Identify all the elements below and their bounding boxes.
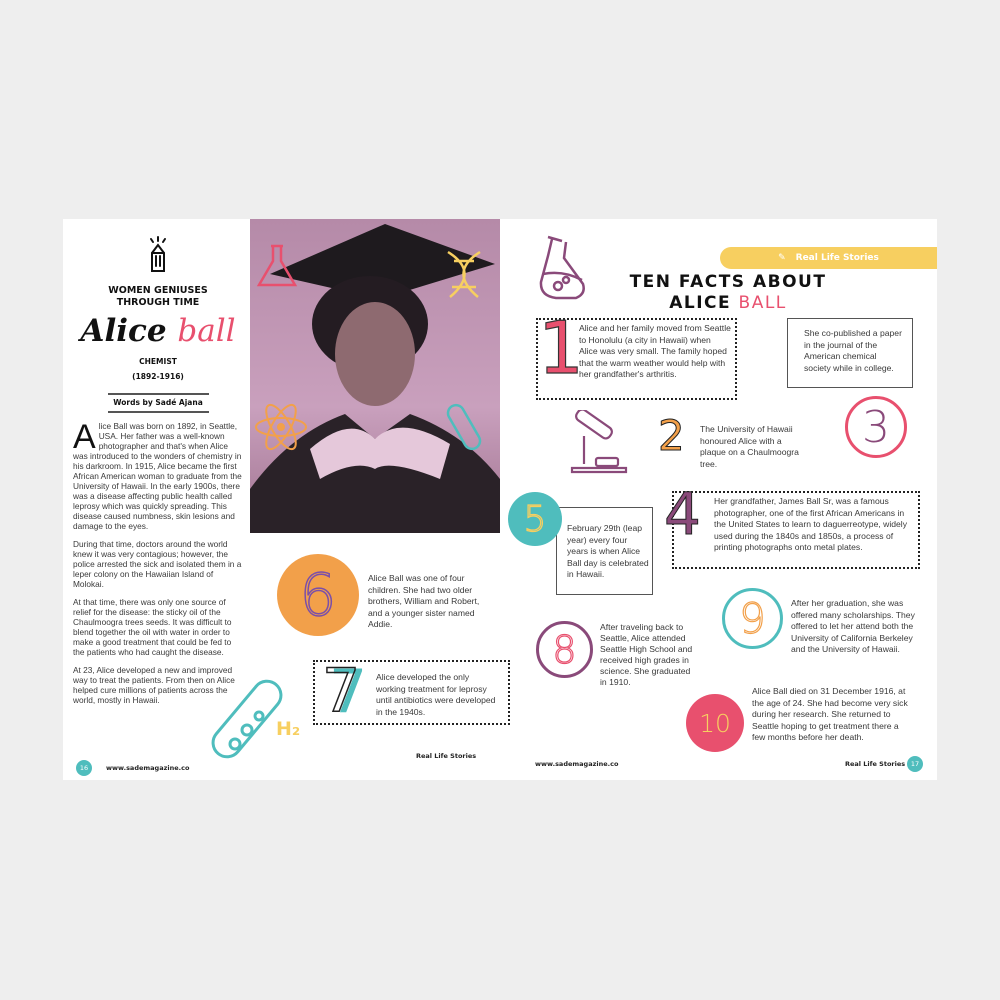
footer-section: Real Life Stories (845, 760, 906, 768)
drop-cap: A (73, 418, 96, 456)
pencil-icon (146, 236, 170, 274)
divider (108, 393, 209, 395)
paragraph: lice Ball was born on 1892, in Seattle, USA. Her father was a well-known photographer and that's when Alice was introduced to the wonders of chemistry in his darkroom. In 1915, Alice became the first African American woman to graduate from the University of Hawaii. In the early 1900s, there was a disease affecting public health called leprosy which was quickly spreading. This disease caused numbness, skin lesions and damage to the eyes. (73, 421, 242, 531)
divider (108, 411, 209, 413)
microscope-icon (566, 410, 630, 474)
fact-number: 6 (299, 561, 337, 629)
paragraph: At that time, there was only one source of relief for the disease: the sticky oil of the Chaulmoogra trees seeds. It was difficult to blend together the oil with water in order to make a good treatment that could be fed to the patients who had caught the disease. (73, 597, 232, 657)
series-title-line: WOMEN GENIUSES (108, 285, 208, 296)
paragraph: At 23, Alice developed a new and improved way to treat the patients. From then on Alice helped cure millions of patients across the world, mostly in Hawaii. (73, 665, 235, 705)
fact-6-text: Alice Ball was one of four children. She had two older brothers, William and Robert, and a younger sister named Addie. (368, 573, 480, 629)
fact-1-text: Alice and her family moved from Seattle to Honolulu (a city in Hawaii) when Alice was very small. The family hoped that the warm weather would help with her grandfather's arthritis. (579, 323, 731, 379)
paragraph: During that time, doctors around the world knew it was very contagious; however, the police arrested the sick and isolated them in a leper colony on the Hawaiian Island of Molokai. (73, 539, 242, 589)
h2-label: H₂ (276, 718, 301, 740)
fact-10-number-circle (686, 694, 744, 752)
name-heading (70, 313, 246, 349)
fact-10-text: Alice Ball died on 31 December 1916, at the age of 24. She had become very sick during her research. She returned to Seattle hoping to get treatment there a few months before her death. (752, 686, 908, 742)
fact-4-text: Her grandfather, James Ball Sr, was a famous photographer, one of the first African Americans in the United States to learn to daguerreotype, widely used during the 1840s and 1850s, a process of printing photographs onto metal plates. (714, 496, 907, 552)
dna-icon (440, 247, 490, 302)
fact-7-number: 7 (322, 656, 361, 726)
fact-8-number-circle (536, 621, 593, 678)
fact-7-text: Alice developed the only working treatment for leprosy until antibiotics were developed in the 1940s. (376, 672, 496, 717)
flask-icon (538, 234, 588, 302)
fact-1-number: 1 (538, 306, 584, 390)
fact-5-text: February 29th (leap year) every four years is when Alice Ball day is celebrated in Hawaii. (567, 523, 649, 579)
section-banner (720, 247, 937, 269)
role: CHEMIST (139, 357, 177, 366)
fact-number: 9 (739, 594, 766, 643)
footer-url[interactable]: www.sademagazine.co (535, 760, 619, 768)
pencil-icon: ✎ (778, 253, 786, 263)
flask-icon (253, 241, 301, 291)
fact-8-text: After traveling back to Seattle, Alice attended Seattle High School and received high grades in science. She graduated in 1910. (600, 622, 693, 687)
title-ball: BALL (738, 293, 787, 313)
fact-6-number-circle (277, 554, 359, 636)
fact-3-number-circle (845, 396, 907, 458)
portrait-photo (250, 219, 500, 533)
fact-2-text: The University of Hawaii honoured Alice with a plaque on a Chaulmoogra tree. (700, 424, 799, 469)
series-title (90, 285, 226, 309)
article-body (73, 418, 245, 713)
fact-3-text: She co-published a paper in the journal of the American chemical society while in college. (804, 328, 902, 373)
fact-2-number: 2 (658, 411, 685, 460)
footer-section: Real Life Stories (416, 752, 477, 760)
fact-number: 8 (552, 627, 577, 672)
title-alice: ALICE (669, 293, 732, 313)
fact-number: 3 (862, 401, 890, 453)
fact-9-text: After her graduation, she was offered many scholarships. They offered to let her attend both the University of California Berkeley and the University of Hawaii. (791, 598, 915, 654)
byline: Words by Sadé Ajana (113, 398, 203, 407)
page-number: 17 (907, 756, 923, 772)
fact-9-number-circle (722, 588, 783, 649)
fact-number: 5 (523, 498, 547, 540)
fact-4-number: 4 (664, 480, 701, 548)
footer-url[interactable]: www.sademagazine.co (106, 764, 190, 772)
test-tube-icon (205, 672, 295, 762)
banner-label: Real Life Stories (795, 253, 879, 263)
years: (1892-1916) (132, 372, 184, 381)
fact-5-number-circle (508, 492, 562, 546)
page-number: 16 (76, 760, 92, 776)
series-title-line: THROUGH TIME (116, 297, 200, 308)
name-last: ball (177, 313, 236, 349)
facts-title (620, 272, 836, 314)
fact-number: 10 (699, 708, 731, 738)
title-line: TEN FACTS ABOUT (629, 272, 827, 292)
test-tube-icon (438, 399, 493, 459)
name-first: Alice (80, 313, 167, 349)
atom-icon (253, 399, 309, 455)
